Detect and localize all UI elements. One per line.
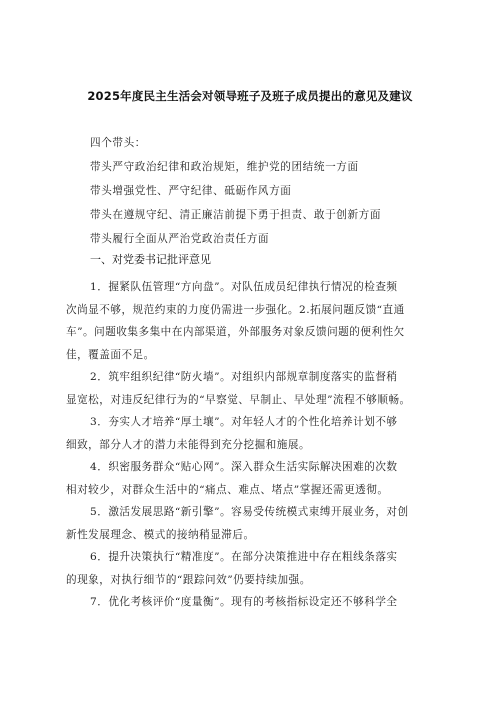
four-leads-list xyxy=(90,131,450,251)
paragraph-7 xyxy=(90,591,442,614)
paragraph-line: 7．优化考核评价“度量衡”。现有的考核指标设定还不够科学全 xyxy=(90,596,398,608)
section-heading: 一、对党委书记批评意见 xyxy=(90,253,211,266)
lead-item: 带头履行全面从严治党政治责任方面 xyxy=(90,233,270,245)
leads-label: 四个带头： xyxy=(90,137,146,149)
paragraph-4 xyxy=(66,456,442,501)
paragraph-line: 1．握紧队伍管理“方向盘”。对队伍成员纪律执行情况的检查频 xyxy=(90,281,398,293)
paragraph-2 xyxy=(66,366,442,411)
lead-item: 带头增强党性、严守纪律、砥砺作风方面 xyxy=(90,185,292,197)
paragraph-line: 细致，部分人才的潜力未能得到充分挖掘和施展。 xyxy=(66,438,311,451)
paragraph-line: 2．筑牢组织纪律“防火墙”。对组织内部规章制度落实的监督稍 xyxy=(90,371,398,383)
paragraph-line: 5．激活发展思路“新引擎”。容易受传统模式束缚开展业务，对创 xyxy=(90,506,409,518)
paragraph-line: 4．织密服务群众“贴心网”。深入群众生活实际解决困难的次数 xyxy=(90,461,398,473)
paragraph-line: 车”。问题收集多集中在内部渠道，外部服务对象反馈问题的便利性欠 xyxy=(66,326,405,338)
paragraph-line: 3．夯实人才培养“厚土壤”。对年轻人才的个性化培养计划不够 xyxy=(90,416,398,428)
paragraph-line: 的现象，对执行细节的“跟踪问效”仍要持续加强。 xyxy=(66,573,311,586)
paragraph-6 xyxy=(66,546,442,591)
lead-item: 带头在遵规守纪、清正廉洁前提下勇于担责、敢于创新方面 xyxy=(90,209,382,221)
paragraph-line: 新性发展理念、模式的接纳稍显滞后。 xyxy=(66,528,255,541)
lead-item: 带头严守政治纪律和政治规矩，维护党的团结统一方面 xyxy=(90,161,359,173)
paragraph-5 xyxy=(66,501,442,546)
paragraph-1 xyxy=(66,276,442,366)
document-title: 2025年度民主生活会对领导班子及班子成员提出的意见及建议 xyxy=(87,89,413,103)
paragraph-3 xyxy=(66,411,442,456)
criticism-body xyxy=(66,276,442,614)
paragraph-line: 6．提升决策执行“精准度”。在部分决策推进中存在粗线条落实 xyxy=(90,551,398,563)
paragraph-line: 显宽松，对违反纪律行为的“早察觉、早制止、早处理”流程不够顺畅。 xyxy=(66,393,411,406)
paragraph-line: 次尚显不够，规范约束的力度仍需进一步强化。2.拓展问题反馈“直通 xyxy=(66,303,405,316)
paragraph-line: 相对较少，对群众生活中的“痛点、难点、堵点”掌握还需更透彻。 xyxy=(66,483,389,496)
paragraph-line: 佳，覆盖面不足。 xyxy=(66,348,155,361)
